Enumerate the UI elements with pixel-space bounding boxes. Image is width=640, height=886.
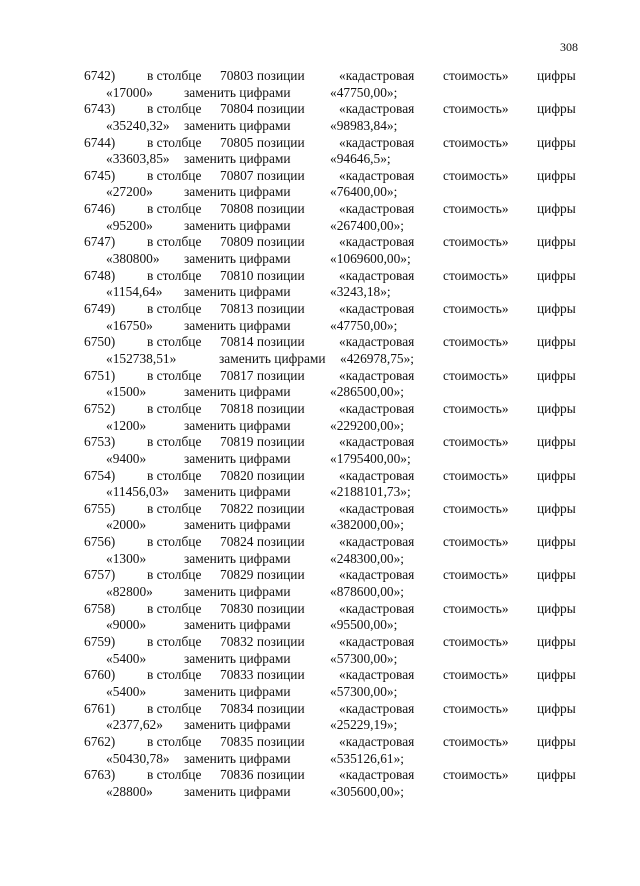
amendment-entry bbox=[0, 667, 640, 700]
digits-word: цифры bbox=[537, 500, 576, 516]
position-code: 70803 позиции bbox=[220, 68, 305, 83]
digits-word: цифры bbox=[537, 700, 576, 716]
old-value: «5400» bbox=[106, 650, 147, 666]
new-value: «25229,19»; bbox=[330, 717, 398, 733]
old-value: «82800» bbox=[106, 584, 153, 600]
replace-phrase: заменить цифрами bbox=[184, 84, 291, 100]
column-name-stoimost: стоимость» bbox=[443, 534, 509, 550]
replace-phrase: заменить цифрами bbox=[184, 484, 291, 500]
column-prefix: в столбце bbox=[147, 700, 202, 716]
amendment-entry bbox=[0, 301, 640, 334]
replace-phrase: заменить цифрами bbox=[184, 717, 291, 733]
new-value: «305600,00»; bbox=[330, 783, 405, 799]
digits-word: цифры bbox=[537, 267, 576, 283]
digits-word: цифры bbox=[537, 667, 576, 683]
position-code: 70833 позиции bbox=[220, 667, 305, 683]
amendment-entry bbox=[0, 468, 640, 501]
column-name-kadastrovaya: «кадастровая bbox=[339, 567, 415, 583]
old-value: «17000» bbox=[106, 84, 153, 100]
amendment-entry bbox=[0, 767, 640, 800]
page-number: 308 bbox=[560, 40, 578, 54]
position-code: 70810 позиции bbox=[220, 267, 305, 283]
new-value: «57300,00»; bbox=[330, 650, 398, 666]
column-prefix: в столбце bbox=[147, 267, 202, 283]
entry-number: 6754) bbox=[84, 467, 116, 483]
column-name-stoimost: стоимость» bbox=[443, 201, 509, 217]
column-name-stoimost: стоимость» bbox=[443, 267, 509, 283]
entry-number: 6758) bbox=[84, 600, 116, 616]
amendment-entry bbox=[0, 334, 640, 367]
amendment-entry bbox=[0, 734, 640, 767]
old-value: «9400» bbox=[106, 450, 147, 466]
old-value: «1200» bbox=[106, 417, 147, 433]
replace-phrase: заменить цифрами bbox=[184, 184, 291, 200]
digits-word: цифры bbox=[537, 167, 576, 183]
entry-number: 6745) bbox=[84, 167, 116, 183]
replace-phrase: заменить цифрами bbox=[184, 750, 291, 766]
replace-phrase: заменить цифрами bbox=[184, 117, 291, 133]
column-prefix: в столбце bbox=[147, 68, 202, 83]
position-code: 70813 позиции bbox=[220, 301, 305, 317]
new-value: «382000,00»; bbox=[330, 517, 405, 533]
replace-phrase: заменить цифрами bbox=[184, 151, 291, 167]
column-name-stoimost: стоимость» bbox=[443, 634, 509, 650]
digits-word: цифры bbox=[537, 467, 576, 483]
old-value: «50430,78» bbox=[106, 750, 170, 766]
digits-word: цифры bbox=[537, 234, 576, 250]
column-prefix: в столбце bbox=[147, 733, 202, 749]
position-code: 70817 позиции bbox=[220, 367, 305, 383]
column-name-kadastrovaya: «кадастровая bbox=[339, 434, 415, 450]
old-value: «2000» bbox=[106, 517, 147, 533]
new-value: «76400,00»; bbox=[330, 184, 398, 200]
old-value: «1300» bbox=[106, 550, 147, 566]
position-code: 70804 позиции bbox=[220, 101, 305, 117]
digits-word: цифры bbox=[537, 400, 576, 416]
old-value: «2377,62» bbox=[106, 717, 163, 733]
digits-word: цифры bbox=[537, 634, 576, 650]
position-code: 70829 позиции bbox=[220, 567, 305, 583]
entry-number: 6762) bbox=[84, 733, 116, 749]
position-code: 70808 позиции bbox=[220, 201, 305, 217]
new-value: «267400,00»; bbox=[330, 217, 405, 233]
column-name-stoimost: стоимость» bbox=[443, 101, 509, 117]
new-value: «1069600,00»; bbox=[330, 251, 411, 267]
column-name-kadastrovaya: «кадастровая bbox=[339, 700, 415, 716]
replace-phrase: заменить цифрами bbox=[184, 550, 291, 566]
old-value: «27200» bbox=[106, 184, 153, 200]
column-name-stoimost: стоимость» bbox=[443, 567, 509, 583]
entry-number: 6749) bbox=[84, 301, 116, 317]
digits-word: цифры bbox=[537, 334, 576, 350]
column-prefix: в столбце bbox=[147, 667, 202, 683]
old-value: «9000» bbox=[106, 617, 147, 633]
entry-number: 6752) bbox=[84, 400, 116, 416]
new-value: «878600,00»; bbox=[330, 584, 405, 600]
column-name-kadastrovaya: «кадастровая bbox=[339, 733, 415, 749]
column-name-kadastrovaya: «кадастровая bbox=[339, 400, 415, 416]
entry-number: 6750) bbox=[84, 334, 116, 350]
entry-number: 6746) bbox=[84, 201, 116, 217]
column-prefix: в столбце bbox=[147, 567, 202, 583]
replace-phrase: заменить цифрами bbox=[184, 783, 291, 799]
new-value: «95500,00»; bbox=[330, 617, 398, 633]
old-value: «380800» bbox=[106, 251, 160, 267]
entry-number: 6755) bbox=[84, 500, 116, 516]
column-name-kadastrovaya: «кадастровая bbox=[339, 267, 415, 283]
amendment-entry bbox=[0, 135, 640, 168]
column-name-stoimost: стоимость» bbox=[443, 600, 509, 616]
replace-phrase: заменить цифрами bbox=[184, 683, 291, 699]
replace-phrase: заменить цифрами bbox=[184, 417, 291, 433]
entry-number: 6759) bbox=[84, 634, 116, 650]
column-prefix: в столбце bbox=[147, 500, 202, 516]
old-value: «11456,03» bbox=[106, 484, 170, 500]
replace-phrase: заменить цифрами bbox=[184, 317, 291, 333]
amendment-entry bbox=[0, 401, 640, 434]
amendment-entry bbox=[0, 368, 640, 401]
column-name-kadastrovaya: «кадастровая bbox=[339, 134, 415, 150]
position-code: 70822 позиции bbox=[220, 500, 305, 516]
column-prefix: в столбце bbox=[147, 134, 202, 150]
column-name-stoimost: стоимость» bbox=[443, 400, 509, 416]
position-code: 70834 позиции bbox=[220, 700, 305, 716]
column-name-stoimost: стоимость» bbox=[443, 767, 509, 783]
column-prefix: в столбце bbox=[147, 634, 202, 650]
digits-word: цифры bbox=[537, 567, 576, 583]
column-name-kadastrovaya: «кадастровая bbox=[339, 600, 415, 616]
replace-phrase: заменить цифрами bbox=[184, 584, 291, 600]
amendment-entry bbox=[0, 68, 640, 101]
column-name-kadastrovaya: «кадастровая bbox=[339, 467, 415, 483]
new-value: «47750,00»; bbox=[330, 84, 398, 100]
amendment-entry bbox=[0, 101, 640, 134]
column-name-kadastrovaya: «кадастровая bbox=[339, 167, 415, 183]
column-prefix: в столбце bbox=[147, 234, 202, 250]
column-name-stoimost: стоимость» bbox=[443, 733, 509, 749]
old-value: «1154,64» bbox=[106, 284, 163, 300]
entry-number: 6757) bbox=[84, 567, 116, 583]
column-name-stoimost: стоимость» bbox=[443, 167, 509, 183]
column-prefix: в столбце bbox=[147, 101, 202, 117]
amendment-entry bbox=[0, 268, 640, 301]
entry-number: 6761) bbox=[84, 700, 116, 716]
digits-word: цифры bbox=[537, 201, 576, 217]
entry-number: 6760) bbox=[84, 667, 116, 683]
column-prefix: в столбце bbox=[147, 334, 202, 350]
entry-number: 6753) bbox=[84, 434, 116, 450]
amendment-entry bbox=[0, 534, 640, 567]
column-name-kadastrovaya: «кадастровая bbox=[339, 767, 415, 783]
column-name-stoimost: стоимость» bbox=[443, 334, 509, 350]
column-name-stoimost: стоимость» bbox=[443, 367, 509, 383]
amendment-list bbox=[0, 68, 640, 801]
old-value: «152738,51» bbox=[106, 350, 177, 366]
new-value: «94646,5»; bbox=[330, 151, 391, 167]
column-name-kadastrovaya: «кадастровая bbox=[339, 101, 415, 117]
column-name-kadastrovaya: «кадастровая bbox=[339, 68, 415, 83]
column-prefix: в столбце bbox=[147, 600, 202, 616]
old-value: «1500» bbox=[106, 384, 147, 400]
amendment-entry bbox=[0, 501, 640, 534]
column-name-stoimost: стоимость» bbox=[443, 667, 509, 683]
column-name-kadastrovaya: «кадастровая bbox=[339, 500, 415, 516]
position-code: 70819 позиции bbox=[220, 434, 305, 450]
column-prefix: в столбце bbox=[147, 201, 202, 217]
column-prefix: в столбце bbox=[147, 367, 202, 383]
column-name-stoimost: стоимость» bbox=[443, 68, 509, 83]
old-value: «16750» bbox=[106, 317, 153, 333]
amendment-entry bbox=[0, 434, 640, 467]
column-prefix: в столбце bbox=[147, 301, 202, 317]
new-value: «426978,75»; bbox=[340, 350, 415, 366]
digits-word: цифры bbox=[537, 600, 576, 616]
position-code: 70805 позиции bbox=[220, 134, 305, 150]
entry-number: 6747) bbox=[84, 234, 116, 250]
amendment-entry bbox=[0, 201, 640, 234]
amendment-entry bbox=[0, 567, 640, 600]
old-value: «35240,32» bbox=[106, 117, 170, 133]
column-name-stoimost: стоимость» bbox=[443, 134, 509, 150]
position-code: 70807 позиции bbox=[220, 167, 305, 183]
entry-number: 6744) bbox=[84, 134, 116, 150]
column-prefix: в столбце bbox=[147, 534, 202, 550]
digits-word: цифры bbox=[537, 367, 576, 383]
digits-word: цифры bbox=[537, 301, 576, 317]
replace-phrase: заменить цифрами bbox=[184, 384, 291, 400]
column-name-kadastrovaya: «кадастровая bbox=[339, 534, 415, 550]
column-name-kadastrovaya: «кадастровая bbox=[339, 234, 415, 250]
column-name-stoimost: стоимость» bbox=[443, 700, 509, 716]
column-prefix: в столбце bbox=[147, 767, 202, 783]
replace-phrase: заменить цифрами bbox=[184, 251, 291, 267]
column-name-stoimost: стоимость» bbox=[443, 467, 509, 483]
old-value: «33603,85» bbox=[106, 151, 170, 167]
replace-phrase: заменить цифрами bbox=[184, 650, 291, 666]
column-name-kadastrovaya: «кадастровая bbox=[339, 367, 415, 383]
position-code: 70809 позиции bbox=[220, 234, 305, 250]
replace-phrase: заменить цифрами bbox=[184, 617, 291, 633]
digits-word: цифры bbox=[537, 434, 576, 450]
position-code: 70820 позиции bbox=[220, 467, 305, 483]
old-value: «95200» bbox=[106, 217, 153, 233]
amendment-entry bbox=[0, 601, 640, 634]
digits-word: цифры bbox=[537, 767, 576, 783]
entry-number: 6756) bbox=[84, 534, 116, 550]
new-value: «1795400,00»; bbox=[330, 450, 411, 466]
replace-phrase: заменить цифрами bbox=[184, 284, 291, 300]
column-name-stoimost: стоимость» bbox=[443, 500, 509, 516]
new-value: «57300,00»; bbox=[330, 683, 398, 699]
digits-word: цифры bbox=[537, 101, 576, 117]
new-value: «47750,00»; bbox=[330, 317, 398, 333]
position-code: 70830 позиции bbox=[220, 600, 305, 616]
amendment-entry bbox=[0, 234, 640, 267]
position-code: 70818 позиции bbox=[220, 400, 305, 416]
entry-number: 6763) bbox=[84, 767, 116, 783]
amendment-entry bbox=[0, 701, 640, 734]
position-code: 70814 позиции bbox=[220, 334, 305, 350]
column-prefix: в столбце bbox=[147, 400, 202, 416]
entry-number: 6742) bbox=[84, 68, 116, 83]
column-prefix: в столбце bbox=[147, 434, 202, 450]
column-name-kadastrovaya: «кадастровая bbox=[339, 334, 415, 350]
new-value: «2188101,73»; bbox=[330, 484, 411, 500]
amendment-entry bbox=[0, 168, 640, 201]
position-code: 70836 позиции bbox=[220, 767, 305, 783]
old-value: «5400» bbox=[106, 683, 147, 699]
column-name-kadastrovaya: «кадастровая bbox=[339, 301, 415, 317]
column-name-kadastrovaya: «кадастровая bbox=[339, 201, 415, 217]
entry-number: 6748) bbox=[84, 267, 116, 283]
new-value: «98983,84»; bbox=[330, 117, 398, 133]
column-prefix: в столбце bbox=[147, 467, 202, 483]
entry-number: 6751) bbox=[84, 367, 116, 383]
column-name-kadastrovaya: «кадастровая bbox=[339, 667, 415, 683]
entry-number: 6743) bbox=[84, 101, 116, 117]
column-name-kadastrovaya: «кадастровая bbox=[339, 634, 415, 650]
old-value: «28800» bbox=[106, 783, 153, 799]
replace-phrase: заменить цифрами bbox=[184, 450, 291, 466]
digits-word: цифры bbox=[537, 134, 576, 150]
amendment-entry bbox=[0, 634, 640, 667]
digits-word: цифры bbox=[537, 733, 576, 749]
column-name-stoimost: стоимость» bbox=[443, 301, 509, 317]
position-code: 70835 позиции bbox=[220, 733, 305, 749]
new-value: «229200,00»; bbox=[330, 417, 405, 433]
position-code: 70832 позиции bbox=[220, 634, 305, 650]
column-name-stoimost: стоимость» bbox=[443, 234, 509, 250]
new-value: «286500,00»; bbox=[330, 384, 405, 400]
position-code: 70824 позиции bbox=[220, 534, 305, 550]
new-value: «248300,00»; bbox=[330, 550, 405, 566]
replace-phrase: заменить цифрами bbox=[184, 517, 291, 533]
replace-phrase: заменить цифрами bbox=[219, 350, 326, 366]
new-value: «535126,61»; bbox=[330, 750, 405, 766]
new-value: «3243,18»; bbox=[330, 284, 391, 300]
digits-word: цифры bbox=[537, 534, 576, 550]
digits-word: цифры bbox=[537, 68, 576, 83]
column-name-stoimost: стоимость» bbox=[443, 434, 509, 450]
column-prefix: в столбце bbox=[147, 167, 202, 183]
replace-phrase: заменить цифрами bbox=[184, 217, 291, 233]
